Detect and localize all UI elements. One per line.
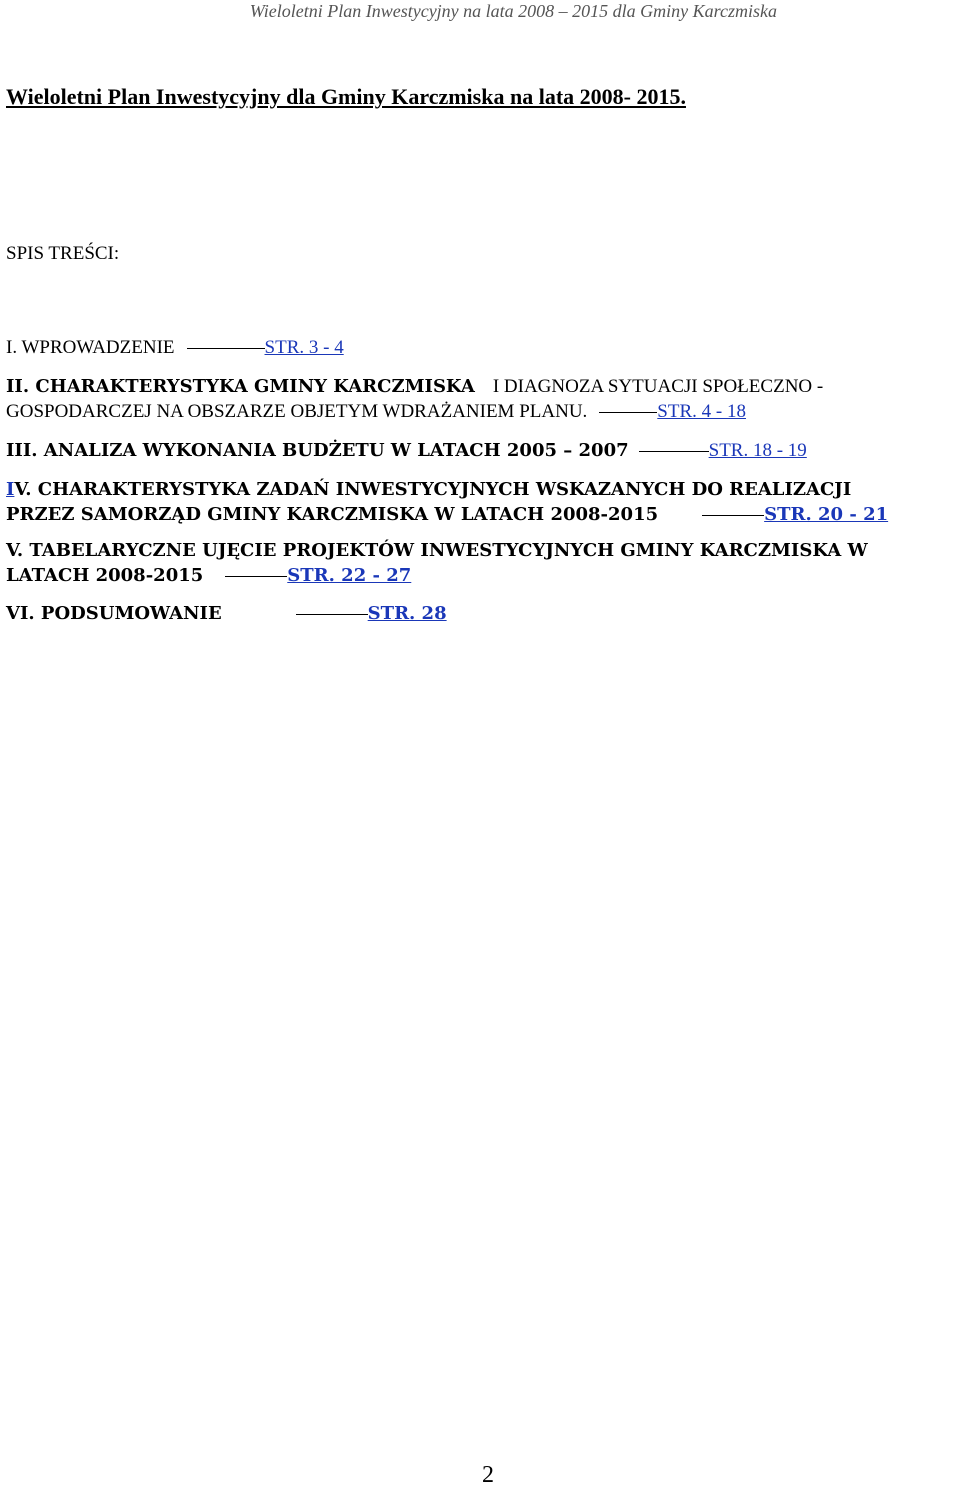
toc-entry-page-link[interactable]: STR. 18 - 19	[708, 440, 807, 461]
toc-entry-label: VI. PODSUMOWANIE	[6, 603, 222, 624]
toc-entry-5-line-2[interactable]	[6, 565, 411, 586]
toc-entry-label: V. CHARAKTERYSTYKA ZADAŃ INWESTYCYJNYCH WSKAZANYCH DO REALIZACJI	[14, 479, 852, 500]
toc-entry-2-line-2[interactable]	[6, 401, 746, 423]
leader-line	[296, 613, 368, 615]
toc-entry-4-line-2[interactable]	[6, 504, 888, 525]
toc-entry-label: PRZEZ SAMORZĄD GMINY KARCZMISKA W LATACH 2008-2015	[6, 504, 659, 525]
leader-line	[639, 450, 709, 452]
toc-entry-label: LATACH 2008-2015	[6, 565, 204, 586]
toc-entry-label: I. WPROWADZENIE	[6, 337, 175, 358]
toc-entry-label: GOSPODARCZEJ NA OBSZARZE OBJETYM WDRAŻANIEM PLANU.	[6, 401, 588, 422]
document-title: Wieloletni Plan Inwestycyjny dla Gminy Karczmiska na lata 2008- 2015.	[6, 84, 686, 109]
running-header: Wieloletni Plan Inwestycyjny na lata 2008 – 2015 dla Gminy Karczmiska	[249, 1, 777, 21]
leader-line	[187, 347, 265, 349]
toc-entry-page-link[interactable]: STR. 20 - 21	[764, 504, 889, 525]
toc-heading: SPIS TREŚCI:	[6, 243, 120, 264]
toc-entry-4[interactable]	[6, 479, 851, 500]
toc-entry-3[interactable]	[6, 440, 807, 462]
toc-entry-page-link[interactable]: STR. 28	[367, 603, 447, 624]
toc-entry-2[interactable]	[6, 376, 823, 398]
toc-entry-5[interactable]	[6, 540, 868, 561]
toc-entry-6[interactable]	[6, 603, 447, 624]
toc-entry-page-link[interactable]: STR. 4 - 18	[657, 401, 746, 422]
leader-line	[599, 411, 657, 413]
leader-line	[702, 514, 764, 516]
toc-entry-page-link[interactable]: STR. 22 - 27	[287, 565, 412, 586]
leader-line	[225, 575, 287, 577]
toc-entry-label-continued: I DIAGNOZA SYTUACJI SPOŁECZNO -	[492, 376, 824, 397]
toc-entry-first-letter: I	[6, 479, 15, 500]
page-number: 2	[482, 1462, 494, 1488]
toc-entry-1[interactable]	[6, 337, 344, 359]
toc-entry-label: II. CHARAKTERYSTYKA GMINY KARCZMISKA	[6, 376, 475, 397]
toc-entry-label: V. TABELARYCZNE UJĘCIE PROJEKTÓW INWESTYCYJNYCH GMINY KARCZMISKA W	[6, 540, 868, 561]
toc-entry-label: III. ANALIZA WYKONANIA BUDŻETU W LATACH 2005 – 2007	[6, 440, 629, 461]
toc-entry-page-link[interactable]: STR. 3 - 4	[264, 337, 344, 358]
